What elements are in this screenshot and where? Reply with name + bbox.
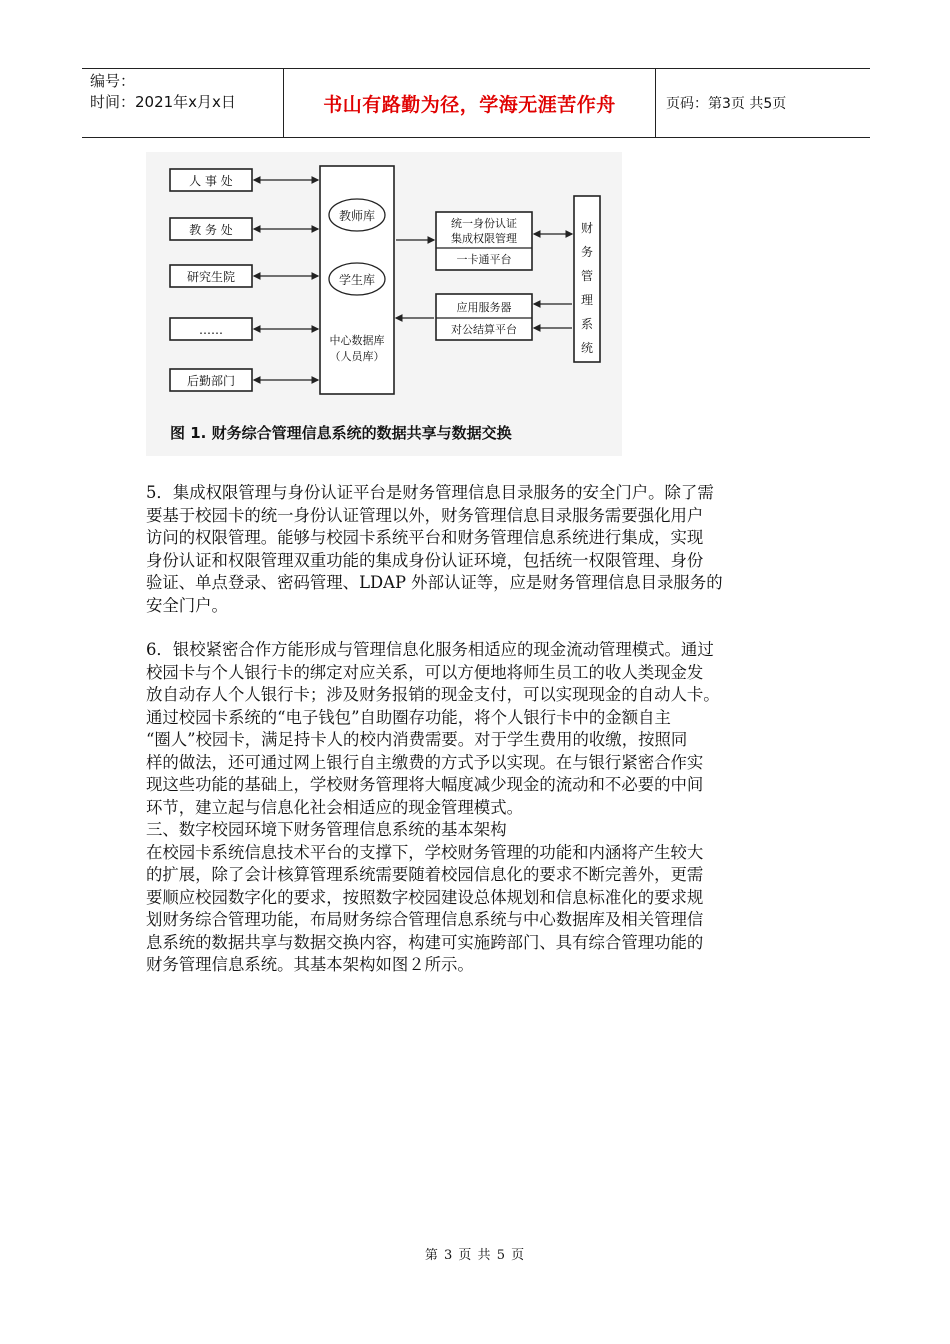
paragraph-5: 5．集成权限管理与身份认证平台是财务管理信息目录服务的安全门户。除了需 要基于校园卡的统一身份认证管理以外，财务管理信息目录服务需要强化用户 访问的权限管理。能够与校园卡系统平台和财务管理信息系统进行集成，实现 身份认证和权限管理双重功能的集成身份认证环境，包括统一权限管理、身份 验证、单点登录、密码管理、LDAP 外部认证等，应是财务管理信息目录服务的 安全门户。 <box>146 483 723 615</box>
section-3-title: 三、数字校园环境下财务管理信息系统的基本架构 <box>146 820 507 839</box>
auth-label-1: 统一身份认证 <box>451 217 517 230</box>
finance-char-4: 理 <box>580 293 594 307</box>
figure-diagram <box>146 152 622 456</box>
left-arrows <box>254 180 318 380</box>
finance-char-6: 统 <box>580 341 594 355</box>
finance-char-1: 财 <box>580 221 594 235</box>
settlement-label: 对公结算平台 <box>451 323 517 336</box>
header-meta <box>82 69 284 137</box>
left-box-academic: 教 务 处 <box>189 223 233 237</box>
finance-char-5: 系 <box>580 317 594 331</box>
left-box-personnel: 人 事 处 <box>189 174 233 188</box>
section-3-paragraph: 在校园卡系统信息技术平台的支撑下，学校财务管理的功能和内涵将产生较大 的扩展，除了会计核算管理系统需要随着校园信息化的要求不断完善外，更需 要顺应校园数字化的要求，按照数字校园建设总体规划和信息标准化的要求规 划财务综合管理功能，布局财务综合管理信息系统与中心数据库及相关管理信 息系统的数据共享与数据交换内容，构建可实施跨部门、具有综合管理功能的 财务管理信息系统。其基本架构如图２所示。 <box>146 842 704 974</box>
finance-char-2: 务 <box>580 245 594 259</box>
page-footer: 第 3 页 共 5 页 <box>424 1248 526 1263</box>
page-header <box>82 68 870 138</box>
header-page-info: 页码：第3页 共5页 <box>666 96 787 112</box>
figure-caption: 图 1. 财务综合管理信息系统的数据共享与数据交换 <box>170 424 512 442</box>
student-db-label: 学生库 <box>338 273 376 287</box>
center-db-sublabel: （人员库） <box>329 350 385 363</box>
teacher-db-label: 教师库 <box>338 209 376 223</box>
auth-label-2: 集成权限管理 <box>451 232 517 245</box>
figure-1 <box>146 152 622 456</box>
header-motto: 书山有路勤为径，学海无涯苦作舟 <box>284 69 656 137</box>
time-label: 时间：2021年x月x日 <box>90 93 236 111</box>
app-server-label: 应用服务器 <box>456 301 512 314</box>
center-db-label: 中心数据库 <box>329 334 385 347</box>
paragraph-6: 6．银校紧密合作方能形成与管理信息化服务相适应的现金流动管理模式。通过 校园卡与个人银行卡的绑定对应关系，可以方便地将师生员工的收人类现金发 放自动存人个人银行卡；涉及财务报销的现金支付，可以实现现金的自动人卡。 通过校园卡系统的“电子钱包”自助圈存功能，将个人银行卡中的金额自主 “圈人”校园卡，满足持卡人的校内消费需要。对于学生费用的收缴，按照同 样的做法，还可通过网上银行自主缴费的方式予以实现。在与银行紧密合作实 现这些功能的基础上，学校财务管理将大幅度减少现金的流动和不必要的中间 环节，建立起与信息化社会相适应的现金管理模式。 <box>146 640 720 817</box>
serial-label: 编号： <box>90 72 136 90</box>
finance-char-3: 管 <box>580 269 594 283</box>
left-box-ellipsis: …… <box>199 323 223 337</box>
card-platform-label: 一卡通平台 <box>456 253 512 266</box>
left-box-graduate: 研究生院 <box>186 270 236 284</box>
left-box-logistics: 后勤部门 <box>186 374 236 388</box>
body-text <box>146 482 826 977</box>
